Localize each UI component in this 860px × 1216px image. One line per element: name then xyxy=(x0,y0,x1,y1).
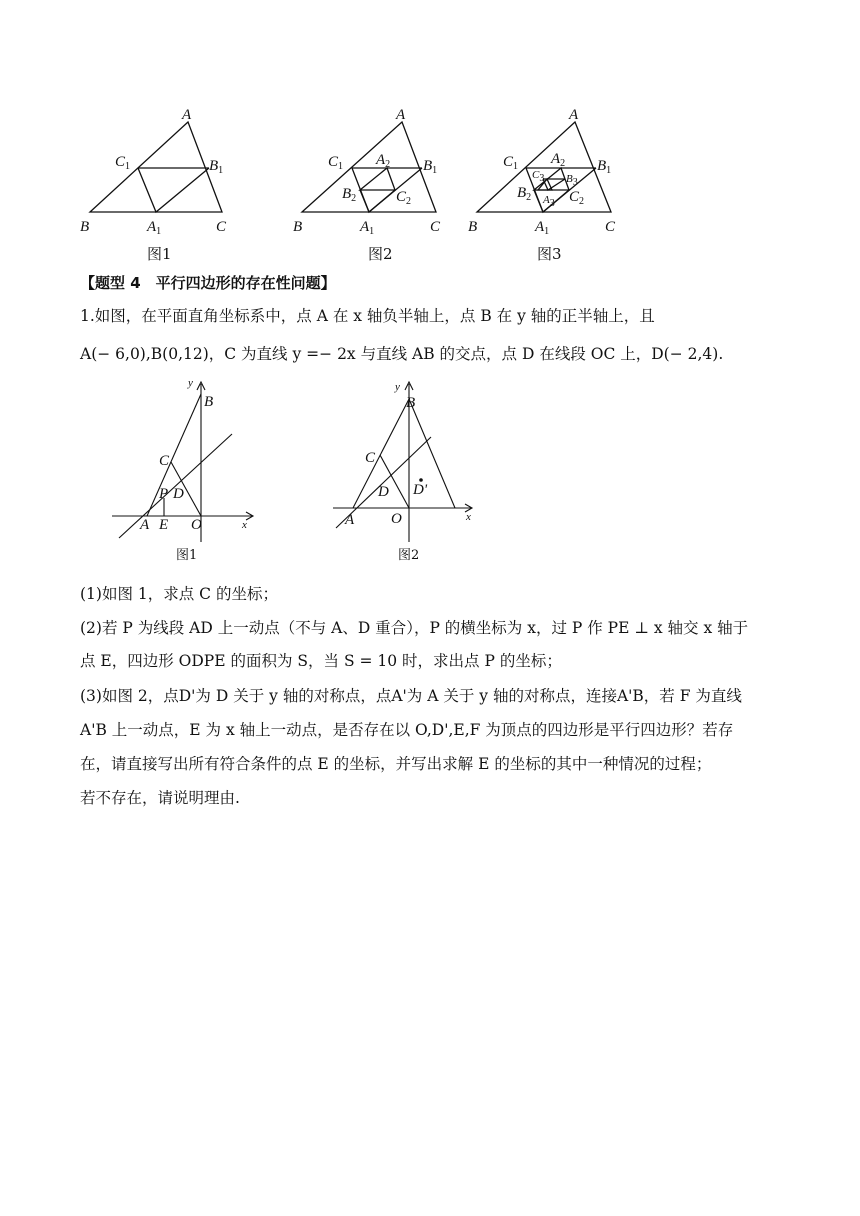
label-c: C xyxy=(605,219,616,235)
label-c1: $C_1$ xyxy=(328,154,344,172)
question-3-line-4: 若不存在，请说明理由. xyxy=(80,789,240,807)
label-d: D xyxy=(378,484,389,500)
label-c: C xyxy=(430,219,441,235)
triangle-figure-2 xyxy=(290,100,460,265)
label-b1: $B_1$ xyxy=(209,158,224,176)
label-b2: $B_2$ xyxy=(517,185,532,203)
label-b3: B3 xyxy=(566,173,578,188)
label-b: B xyxy=(293,219,303,235)
label-x: x xyxy=(242,519,247,531)
label-b2: $B_2$ xyxy=(342,186,357,204)
label-a1: $A_1$ xyxy=(535,219,550,237)
label-c1: $C_1$ xyxy=(115,154,131,172)
figure-caption: 图1 xyxy=(176,548,198,563)
label-x: x xyxy=(466,511,471,523)
label-a1: $A_1$ xyxy=(147,219,162,237)
label-e: E xyxy=(159,517,169,533)
label-a: A xyxy=(182,107,192,123)
label-o: O xyxy=(391,511,402,527)
figure-caption: 图2 xyxy=(368,245,393,263)
question-2-line-1: (2)若 P 为线段 AD 上一动点（不与 A、D 重合），P 的横坐标为 x，过 P 作 PE ⊥ x 轴交 x 轴于 xyxy=(80,619,749,637)
label-o: O xyxy=(191,517,202,533)
label-a1: $A_1$ xyxy=(360,219,375,237)
label-a: A xyxy=(140,517,150,533)
label-b1: $B_1$ xyxy=(423,158,438,176)
label-c1: $C_1$ xyxy=(503,154,519,172)
label-d-prime: D' xyxy=(413,482,428,498)
label-a2: $A_2$ xyxy=(376,152,391,170)
label-y: y xyxy=(395,381,400,393)
label-a2: $A_2$ xyxy=(551,151,566,169)
label-a: A xyxy=(569,107,579,123)
label-c3: C3 xyxy=(532,169,545,184)
label-a3: A3 xyxy=(543,194,555,209)
question-3-line-1: (3)如图 2，点D'为 D 关于 y 轴的对称点，点A'为 A 关于 y 轴的对称点，连接A'B，若 F 为直线 xyxy=(80,687,742,705)
question-1: (1)如图 1，求点 C 的坐标； xyxy=(80,585,278,603)
problem-line-1: 1.如图，在平面直角坐标系中，点 A 在 x 轴负半轴上，点 B 在 y 轴的正半轴上，且 xyxy=(80,307,655,325)
problem-line-2: A(− 6,0),B(0,12)，C 为直线 y =− 2x 与直线 AB 的交点，点 D 在线段 OC 上，D(− 2,4). xyxy=(80,345,724,363)
label-c2: $C_2$ xyxy=(396,189,412,207)
label-b: B xyxy=(468,219,478,235)
section-heading: 【题型 4 平行四边形的存在性问题】 xyxy=(80,274,336,292)
label-c: C xyxy=(216,219,227,235)
figure-caption: 图1 xyxy=(147,245,172,263)
figure-caption: 图2 xyxy=(398,548,420,563)
label-c: C xyxy=(365,450,376,466)
figure-caption: 图3 xyxy=(537,245,562,263)
triangle-figure-1 xyxy=(75,100,245,265)
label-b: B xyxy=(406,395,416,411)
label-p: P xyxy=(159,486,169,502)
label-y: y xyxy=(188,377,193,389)
label-a: A xyxy=(345,512,355,528)
question-2-line-2: 点 E，四边形 ODPE 的面积为 S，当 S = 10 时，求出点 P 的坐标； xyxy=(80,652,562,670)
question-3-line-3: 在，请直接写出所有符合条件的点 E 的坐标，并写出求解 E 的坐标的其中一种情况的过程； xyxy=(80,755,712,773)
label-c: C xyxy=(159,453,170,469)
question-3-line-2: A'B 上一动点，E 为 x 轴上一动点，是否存在以 O,D',E,F 为顶点的四边形是平行四边形？若存 xyxy=(80,721,734,739)
label-b: B xyxy=(80,219,90,235)
coordinate-figure-2 xyxy=(325,372,495,567)
triangle-figure-3 xyxy=(463,100,633,265)
label-b: B xyxy=(204,394,214,410)
coordinate-figure-1 xyxy=(100,372,270,567)
label-d: D xyxy=(173,486,184,502)
label-c2: $C_2$ xyxy=(569,189,585,207)
label-a: A xyxy=(396,107,406,123)
label-b1: $B_1$ xyxy=(597,158,612,176)
